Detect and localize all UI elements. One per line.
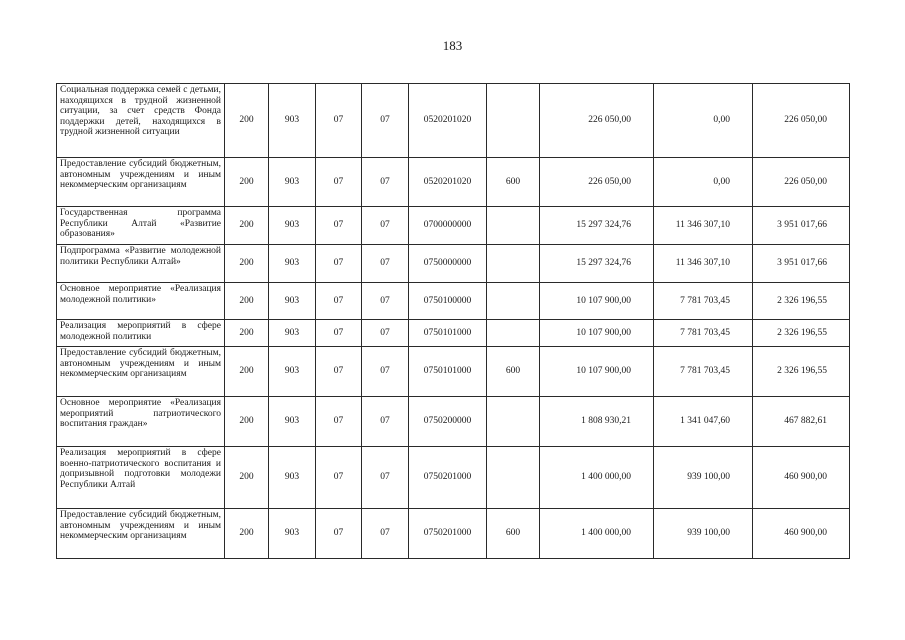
row-amount-2: 939 100,00 — [654, 447, 753, 509]
row-section: 07 — [316, 447, 362, 509]
row-code: 200 — [225, 447, 269, 509]
row-ministry: 903 — [269, 347, 316, 397]
row-expense-type — [487, 320, 540, 347]
row-code: 200 — [225, 509, 269, 559]
row-code: 200 — [225, 245, 269, 283]
row-ministry: 903 — [269, 283, 316, 320]
row-name: Реализация мероприятий в сфере военно-патриотического воспитания и допризывной подготовки молодежи Республики Алтай — [57, 447, 225, 509]
table-row — [57, 245, 850, 283]
row-target-code: 0750100000 — [409, 283, 487, 320]
row-amount-2: 7 781 703,45 — [654, 347, 753, 397]
row-amount-1: 15 297 324,76 — [540, 207, 654, 245]
row-amount-2: 0,00 — [654, 84, 753, 158]
row-ministry: 903 — [269, 447, 316, 509]
row-amount-1: 10 107 900,00 — [540, 283, 654, 320]
row-section: 07 — [316, 245, 362, 283]
row-amount-1: 15 297 324,76 — [540, 245, 654, 283]
row-target-code: 0750101000 — [409, 320, 487, 347]
row-amount-3: 460 900,00 — [753, 509, 850, 559]
row-section: 07 — [316, 509, 362, 559]
row-target-code: 0750200000 — [409, 397, 487, 447]
page-number: 183 — [442, 38, 463, 53]
row-ministry: 903 — [269, 158, 316, 207]
table-row — [57, 84, 850, 158]
row-target-code: 0750101000 — [409, 347, 487, 397]
row-expense-type — [487, 84, 540, 158]
row-subsection: 07 — [362, 447, 409, 509]
row-amount-3: 3 951 017,66 — [753, 207, 850, 245]
row-amount-1: 10 107 900,00 — [540, 320, 654, 347]
row-expense-type — [487, 207, 540, 245]
table-row — [57, 447, 850, 509]
row-amount-1: 1 808 930,21 — [540, 397, 654, 447]
row-subsection: 07 — [362, 158, 409, 207]
table-row — [57, 320, 850, 347]
row-code: 200 — [225, 347, 269, 397]
row-amount-2: 7 781 703,45 — [654, 320, 753, 347]
row-target-code: 0700000000 — [409, 207, 487, 245]
row-code: 200 — [225, 320, 269, 347]
row-code: 200 — [225, 207, 269, 245]
row-name: Социальная поддержка семей с детьми, находящихся в трудной жизненной ситуации, за счет средств Фонда поддержки детей, находящихся в трудной жизненной ситуации — [57, 84, 225, 158]
row-section: 07 — [316, 397, 362, 447]
row-target-code: 0750000000 — [409, 245, 487, 283]
row-section: 07 — [316, 347, 362, 397]
row-ministry: 903 — [269, 320, 316, 347]
row-code: 200 — [225, 84, 269, 158]
row-expense-type: 600 — [487, 347, 540, 397]
table-row — [57, 283, 850, 320]
row-amount-2: 7 781 703,45 — [654, 283, 753, 320]
row-ministry: 903 — [269, 207, 316, 245]
row-amount-1: 226 050,00 — [540, 158, 654, 207]
row-section: 07 — [316, 84, 362, 158]
row-target-code: 0750201000 — [409, 509, 487, 559]
row-amount-1: 10 107 900,00 — [540, 347, 654, 397]
row-section: 07 — [316, 283, 362, 320]
row-amount-1: 226 050,00 — [540, 84, 654, 158]
row-ministry: 903 — [269, 84, 316, 158]
row-name: Предоставление субсидий бюджетным, автономным учреждениям и иным некоммерческим организациям — [57, 509, 225, 559]
row-subsection: 07 — [362, 207, 409, 245]
row-amount-2: 939 100,00 — [654, 509, 753, 559]
row-code: 200 — [225, 158, 269, 207]
row-amount-1: 1 400 000,00 — [540, 509, 654, 559]
row-expense-type — [487, 283, 540, 320]
row-target-code: 0520201020 — [409, 158, 487, 207]
row-code: 200 — [225, 283, 269, 320]
row-amount-2: 11 346 307,10 — [654, 207, 753, 245]
table-row — [57, 158, 850, 207]
row-amount-3: 226 050,00 — [753, 84, 850, 158]
row-target-code: 0750201000 — [409, 447, 487, 509]
table-row — [57, 509, 850, 559]
table-body — [57, 84, 850, 559]
row-subsection: 07 — [362, 84, 409, 158]
row-amount-3: 460 900,00 — [753, 447, 850, 509]
row-amount-3: 226 050,00 — [753, 158, 850, 207]
row-ministry: 903 — [269, 245, 316, 283]
row-code: 200 — [225, 397, 269, 447]
row-section: 07 — [316, 320, 362, 347]
row-name: Предоставление субсидий бюджетным, автономным учреждениям и иным некоммерческим организациям — [57, 158, 225, 207]
row-target-code: 0520201020 — [409, 84, 487, 158]
row-ministry: 903 — [269, 509, 316, 559]
row-subsection: 07 — [362, 397, 409, 447]
table-row — [57, 347, 850, 397]
row-section: 07 — [316, 207, 362, 245]
row-amount-3: 467 882,61 — [753, 397, 850, 447]
budget-table — [56, 83, 850, 559]
row-expense-type: 600 — [487, 509, 540, 559]
row-amount-2: 11 346 307,10 — [654, 245, 753, 283]
row-name: Подпрограмма «Развитие молодежной политики Республики Алтай» — [57, 245, 225, 283]
row-subsection: 07 — [362, 245, 409, 283]
row-amount-3: 2 326 196,55 — [753, 347, 850, 397]
row-expense-type — [487, 397, 540, 447]
row-amount-3: 3 951 017,66 — [753, 245, 850, 283]
row-name: Государственная программа Республики Алтай «Развитие образования» — [57, 207, 225, 245]
row-amount-1: 1 400 000,00 — [540, 447, 654, 509]
row-subsection: 07 — [362, 283, 409, 320]
row-name: Основное мероприятие «Реализация мероприятий патриотического воспитания граждан» — [57, 397, 225, 447]
row-ministry: 903 — [269, 397, 316, 447]
row-name: Основное мероприятие «Реализация молодежной политики» — [57, 283, 225, 320]
row-subsection: 07 — [362, 509, 409, 559]
table-row — [57, 397, 850, 447]
row-subsection: 07 — [362, 320, 409, 347]
row-amount-2: 1 341 047,60 — [654, 397, 753, 447]
row-name: Предоставление субсидий бюджетным, автономным учреждениям и иным некоммерческим организациям — [57, 347, 225, 397]
row-expense-type: 600 — [487, 158, 540, 207]
table-row — [57, 207, 850, 245]
row-amount-3: 2 326 196,55 — [753, 283, 850, 320]
row-name: Реализация мероприятий в сфере молодежной политики — [57, 320, 225, 347]
row-expense-type — [487, 447, 540, 509]
row-amount-2: 0,00 — [654, 158, 753, 207]
row-amount-3: 2 326 196,55 — [753, 320, 850, 347]
row-section: 07 — [316, 158, 362, 207]
row-subsection: 07 — [362, 347, 409, 397]
row-expense-type — [487, 245, 540, 283]
